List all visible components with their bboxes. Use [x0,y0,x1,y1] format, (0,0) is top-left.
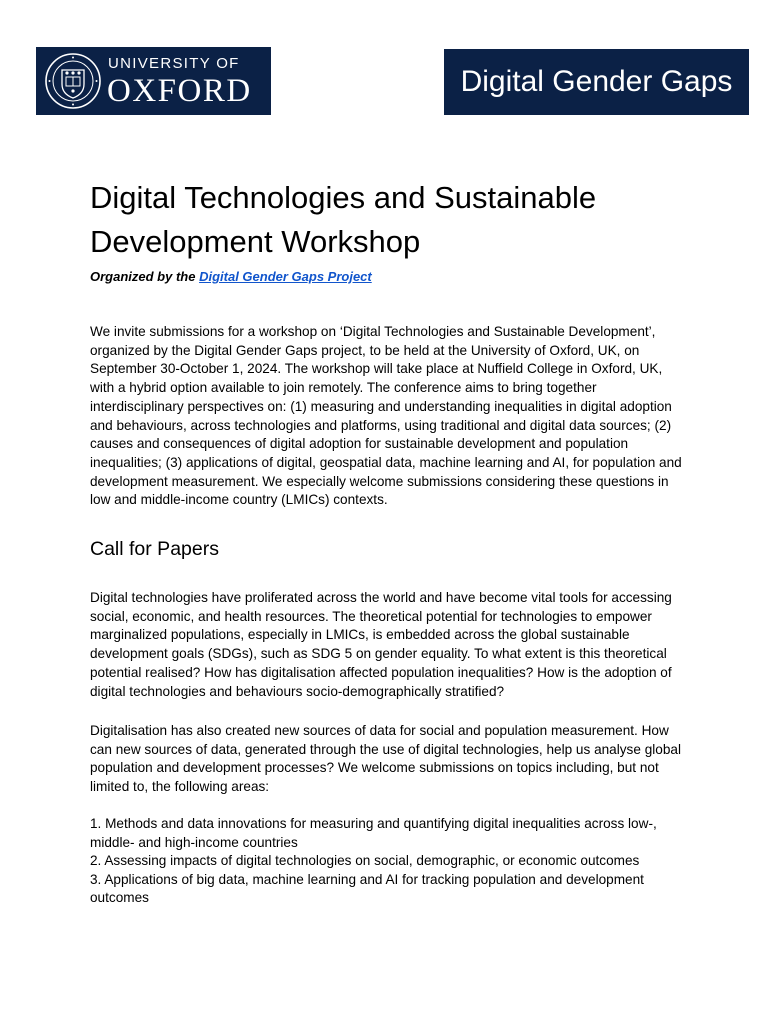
oxford-crest-icon [44,52,102,110]
page-title: Digital Technologies and Sustainable Development Workshop [90,180,597,259]
call-for-papers-paragraph-2: Digitalisation has also created new sources of data for social and population measurement. How can new sources of data, generated through the use of digital technologies, help us analyse global population and development processes? We welcome submissions on topics including, but not limited to, the following areas: [90,723,681,795]
topic-item: 3. Applications of big data, machine learning and AI for tracking population and development outcomes [90,871,644,905]
digital-gender-gaps-project-link[interactable]: Digital Gender Gaps Project [199,269,372,284]
topic-item: 2. Assessing impacts of digital technologies on social, demographic, or economic outcomes [90,853,640,868]
oxford-logo [36,47,271,115]
topic-list [90,815,685,908]
oxford-logo-line1: UNIVERSITY OF [108,55,240,72]
call-for-papers-paragraph-1: Digital technologies have proliferated across the world and have become vital tools for accessing social, economic, and health resources. The theoretical potential for technologies to empower marginalized populations, especially in LMICs, is embedded across the global sustainable development goals (SDGs), such as SDG 5 on gender equality. To what extent is this theoretical potential realised? How has digitalisation affected population inequalities? How is the adoption of digital technologies and behaviours socio-demographically stratified? [90,590,672,699]
call-for-papers-heading: Call for Papers [90,538,219,560]
organized-by-prefix: Organized by the [90,269,200,284]
topic-item: 1. Methods and data innovations for measuring and quantifying digital inequalities across low-, middle- and high-income countries [90,816,657,850]
digital-gender-gaps-banner: Digital Gender Gaps [444,49,749,115]
organized-by-line [90,268,372,285]
intro-paragraph: We invite submissions for a workshop on ‘Digital Technologies and Sustainable Development’, organized by the Digital Gender Gaps project, to be held at the University of Oxford, UK, on September 30-October 1, 2024. The workshop will take place at Nuffield College in Oxford, UK, with a hybrid option available to join remotely. The conference aims to bring together interdisciplinary perspectives on: (1) measuring and understanding inequalities in digital adoption and behaviours, across technologies and platforms, using traditional and digital data sources; (2) causes and consequences of digital adoption for sustainable development and population inequalities; (3) applications of digital, geospatial data, machine learning and AI, for population and development measurement. We especially welcome submissions considering these questions in low and middle-income country (LMICs) contexts. [90,324,682,508]
oxford-logo-line2: OXFORD [107,73,252,109]
